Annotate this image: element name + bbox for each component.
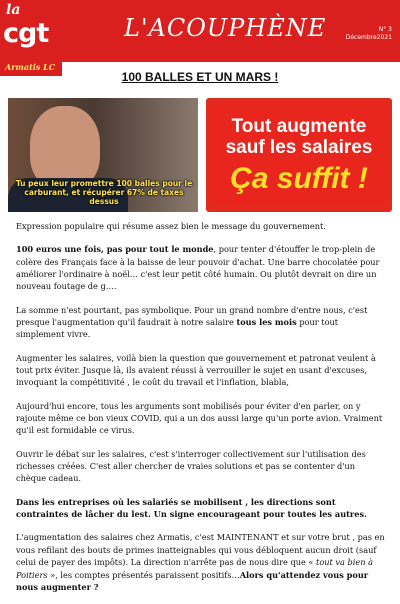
paragraph-3-start: La somme n'est pourtant, pas symbolique. Pour un grand nombre d'entre nous, c'est presque l'augmentation qu'il faudrait à notre salaire [16,304,368,328]
issue-info [346,26,392,42]
issue-number: N° 3 [378,26,392,33]
paragraph-2 [16,243,386,293]
paragraph-1: Expression populaire qui résume assez bien le message du gouvernement. [16,221,326,231]
sign-inner [212,104,386,206]
sign-line-2: sauf les salaires [225,137,373,158]
paragraph-3 [16,304,386,341]
paragraph-8 [16,531,386,593]
issue-date: Décembre2021 [345,34,392,41]
paragraph-2-text: , pour tenter d'étouffer le trop-plein de colère des Français face à la baisse de leur pouvoir d'achat. Une barre chocolatée pour améliorer l'ordinaire à noël… c'est leur petit côté humain. Ou plutôt devrait on dire un nouveau foutage de g…. [16,244,380,292]
paragraph-3-bold: tous les mois [236,317,297,328]
paragraph-8-mid: », les comptes présentés paraissent positifs… [47,569,240,580]
politician-photo [8,98,198,212]
article-body [16,220,386,604]
paragraph-8-italic: tout va bien à Poitiers [16,557,373,580]
paragraph-6: Ouvrir le débat sur les salaires, c'est s'interroger collectivement sur l'utilisation des richesses créées. C'est aller chercher de vraies solutions et pas se contenter d'un chèque cadeau. [16,448,366,484]
cgt-logo [0,0,62,76]
paragraph-7-bold: Dans les entreprises où les salariés se mobilisent , les directions sont contraintes de lâcher du lest. Un signe encourageant pour toutes les autres. [16,496,367,520]
logo-cgt-text: cgt [3,18,49,49]
paragraph-4: Augmenter les salaires, voilà bien la question que gouvernement et patronat veulent à tout prix éviter. Jusque là, ils avaient réussi à verrouiller le sujet en usant d'excuses, invoquant la compétitivité , le coût du travail et l'inflation, blabla, [16,352,376,388]
paragraph-2-bold: 100 euros une fois, pas pour tout le monde [16,244,214,255]
headline: 100 BALLES ET UN MARS ! [121,70,279,84]
sign-line-3: Ça suffit ! [230,162,368,195]
paragraph-8-start: L'augmentation des salaires chez Armatis, c'est MAINTENANT et sur votre brut , pas en vous refilant des bouts de primes inatteignables qui vous débloquent aucun droit (sauf celui de payer des impôts). La direction n'arrête pas de nous dire que « [16,532,385,568]
logo-la-text: la [6,2,21,18]
paragraph-5: Aujourd'hui encore, tous les arguments sont mobilisés pour éviter d'en parler, on y rajoute même ce bon vieux COVID, qui a un dos aussi large qu'un porte avion. Vraiment qu'il est formidable ce virus. [16,400,383,436]
newsletter-title: L'ACOUPHÈNE [124,14,327,42]
title-banner [62,0,400,62]
paragraph-3-end: pour tout simplement vivre. [16,317,339,340]
paragraph-7 [16,496,386,521]
header [0,0,400,76]
logo-subtitle: Armatis LC [5,62,56,72]
paragraph-8-bold: Alors qu'attendez vous pour nous augmenter ? [16,569,369,592]
sign-line-1: Tout augmente [231,116,367,137]
protest-sign [206,98,392,212]
photo-caption: Tu peux leur promettre 100 balles pour le carburant, et récupérer 67% de taxes dessus [15,179,193,206]
